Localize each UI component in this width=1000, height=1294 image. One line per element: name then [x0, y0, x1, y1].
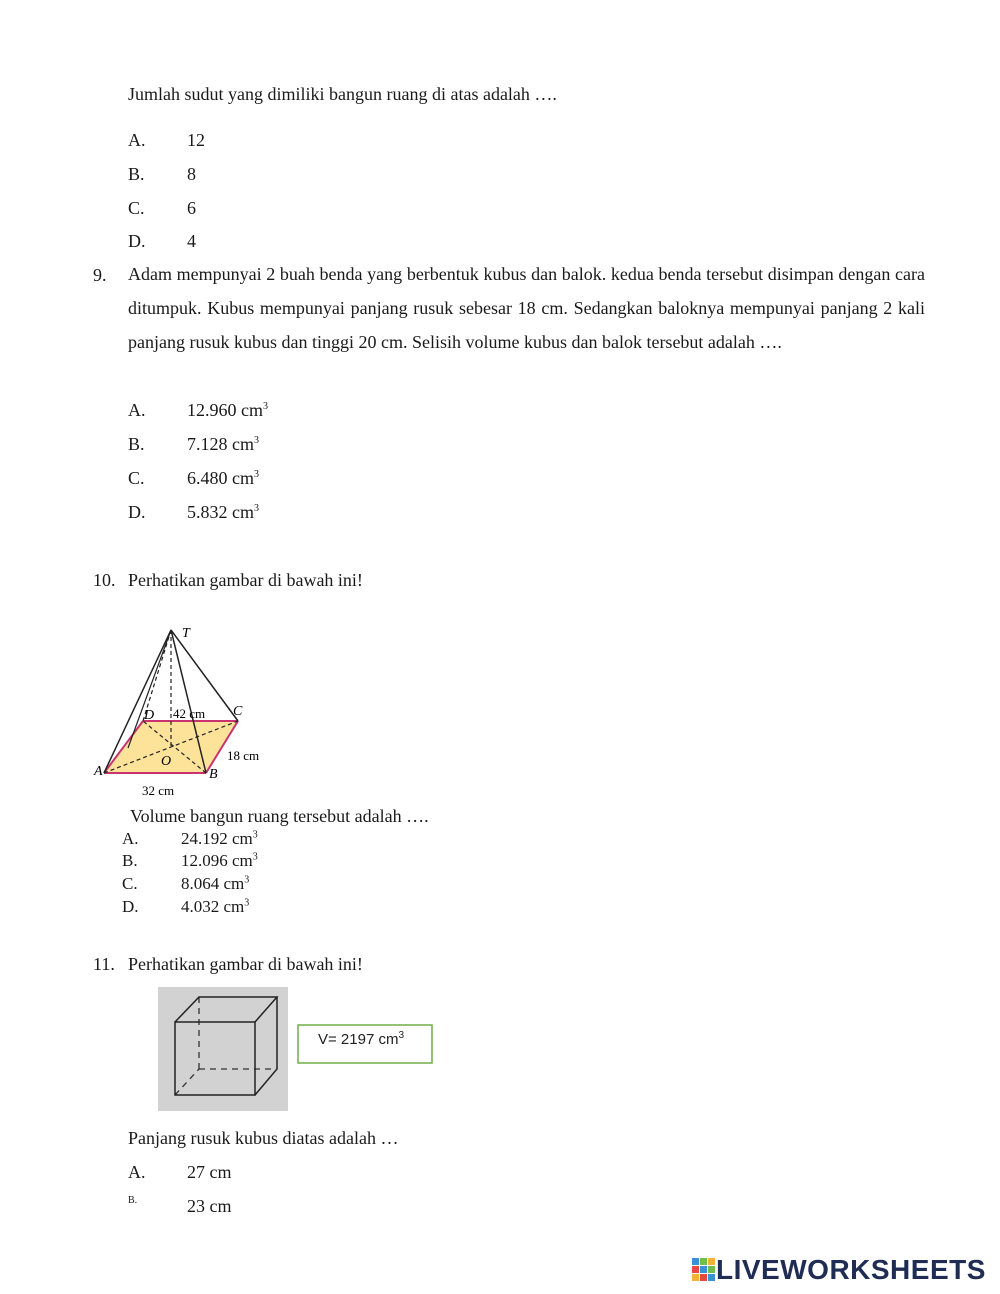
q11-question: Panjang rusuk kubus diatas adalah …	[128, 1128, 399, 1148]
option-value: 5.832 $cm^3$	[187, 502, 259, 522]
liveworksheets-logo	[692, 1254, 986, 1286]
option-letter: B.	[128, 1195, 138, 1206]
volume-label: V= 2197 $cm^3$	[318, 1030, 405, 1048]
option-letter: D.	[128, 502, 146, 522]
option-value: 7.128 $cm^3$	[187, 434, 259, 454]
logo-text: LIVEWORKSHEETS	[716, 1254, 986, 1285]
label-width: 18 cm	[227, 748, 260, 763]
pyramid-figure	[88, 618, 278, 800]
q11-stem: Perhatikan gambar di bawah ini!	[128, 954, 363, 974]
option-value: 8	[187, 164, 196, 184]
q10-number: 10.	[93, 570, 116, 590]
option-letter: B.	[128, 164, 145, 184]
option-letter: C.	[128, 198, 145, 218]
option-value: 27 cm	[187, 1162, 232, 1182]
option-value: 8.064 $cm^3$	[181, 874, 250, 893]
q10-stem: Perhatikan gambar di bawah ini!	[128, 570, 363, 590]
label-length: 32 cm	[142, 783, 175, 798]
logo-blocks-icon	[692, 1258, 716, 1282]
option-value: 6.480 $cm^3$	[187, 468, 259, 488]
cube-figure	[158, 987, 438, 1111]
option-letter: C.	[122, 874, 138, 893]
option-letter: D.	[128, 231, 146, 251]
option-value: 12.096 $cm^3$	[181, 851, 258, 870]
option-letter: B.	[122, 851, 138, 870]
label-O: O	[161, 754, 172, 769]
label-A: A	[94, 764, 103, 779]
q10-question: Volume bangun ruang tersebut adalah ….	[130, 806, 429, 826]
label-T: T	[182, 626, 190, 641]
option-letter: A.	[122, 829, 139, 848]
label-height: 42 cm	[173, 706, 206, 721]
option-letter: C.	[128, 468, 145, 488]
option-value: 4	[187, 231, 196, 251]
q9-text: Adam mempunyai 2 buah benda yang berbentuk kubus dan balok. kedua benda tersebut disimpan dengan cara ditumpuk. Kubus mempunyai panjang rusuk sebesar 18 cm. Sedangkan baloknya mempunyai panjang 2 kali panjang rusuk kubus dan tinggi 20 cm. Selisih volume kubus dan balok tersebut adalah ….	[128, 264, 925, 352]
label-B: B	[209, 767, 218, 782]
option-value: 12.960 $cm^3$	[187, 400, 268, 420]
option-value: 6	[187, 198, 196, 218]
option-letter: D.	[122, 897, 139, 916]
option-value: 24.192 $cm^3$	[181, 829, 258, 848]
option-value: 23 cm	[187, 1196, 232, 1216]
q9-number: 9.	[93, 265, 107, 285]
option-letter: A.	[128, 130, 146, 150]
label-C: C	[233, 704, 243, 719]
q11-number: 11.	[93, 954, 115, 974]
label-D: D	[144, 708, 155, 723]
option-value: 4.032 $cm^3$	[181, 897, 250, 916]
option-value: 12	[187, 130, 205, 150]
option-letter: A.	[128, 400, 146, 420]
option-letter: A.	[128, 1162, 146, 1182]
q8-stem: Jumlah sudut yang dimiliki bangun ruang di atas adalah ….	[128, 84, 557, 104]
option-letter: B.	[128, 434, 145, 454]
